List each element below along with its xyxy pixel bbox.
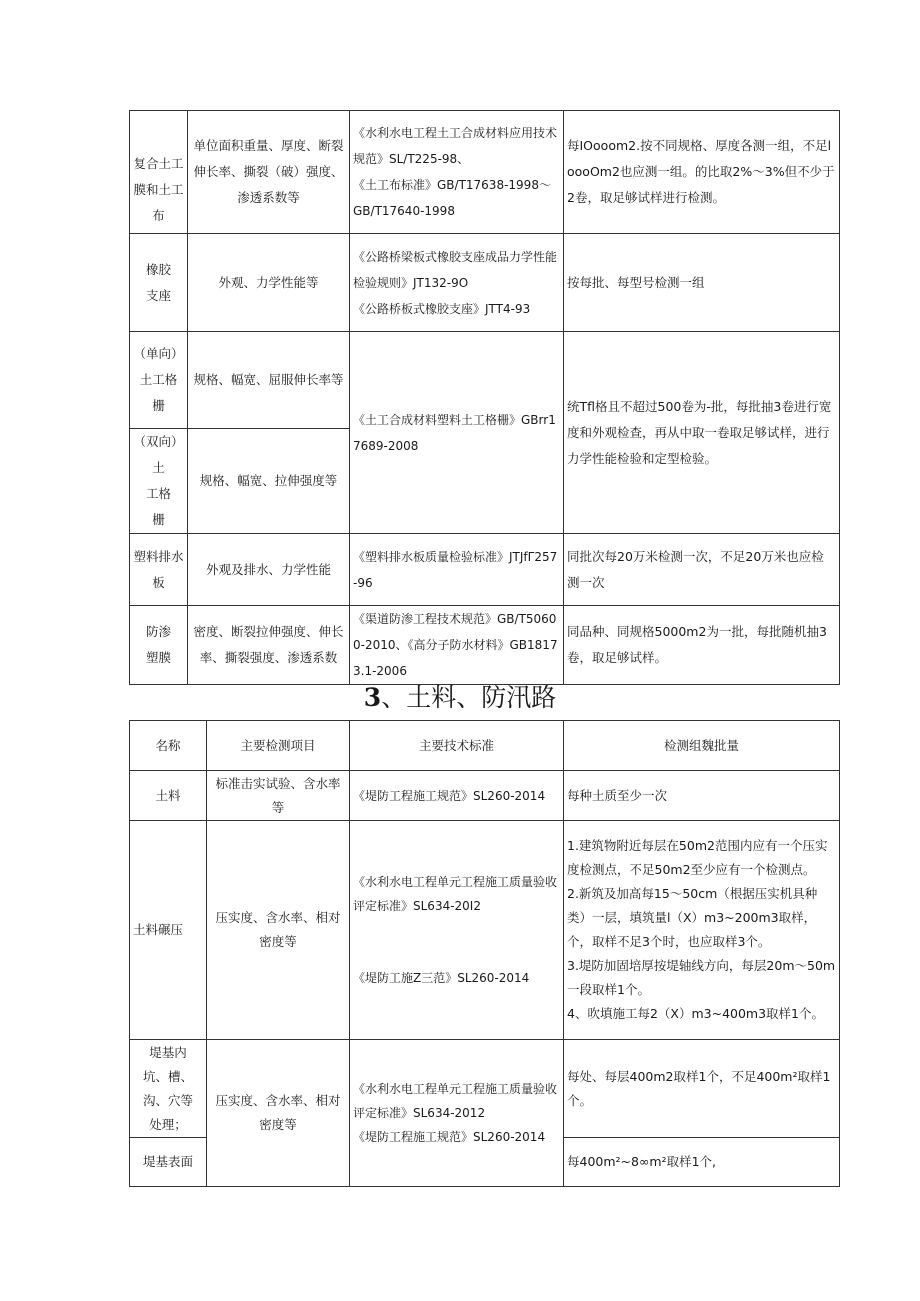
test-items: 压实度、含水率、相对密度等 bbox=[207, 821, 350, 1040]
table-row bbox=[130, 1040, 840, 1138]
test-items: 压实度、含水率、相对密度等 bbox=[207, 1040, 350, 1187]
material-name: 橡胶 支座 bbox=[130, 234, 188, 332]
material-name: 防渗 塑膜 bbox=[130, 606, 188, 685]
sampling-frequency: 每种土质至少一次 bbox=[564, 771, 840, 821]
test-items: 外观、力学性能等 bbox=[188, 234, 350, 332]
technical-standard: 《渠道防渗工程技术规范》GB/T50600-2010、《高分子防水材料》GB18173.1-2006 bbox=[350, 606, 564, 685]
sampling-frequency: 按每批、每型号检测一组 bbox=[564, 234, 840, 332]
section-heading bbox=[0, 678, 920, 718]
table-row bbox=[130, 332, 840, 429]
sampling-frequency: 每400m²~8∞m²取样1个, bbox=[564, 1138, 840, 1187]
test-items: 规格、幅宽、屈服伸长率等 bbox=[188, 332, 350, 429]
technical-standard: 《水利水电工程土工合成材料应用技术规范》SL/T225-98、 《土工布标准》GB/T17638-1998～GB/T17640-1998 bbox=[350, 111, 564, 234]
sampling-frequency: 同品种、同规格5000m2为一批，每批随机抽3卷，取足够试样。 bbox=[564, 606, 840, 685]
standard-line: 《堤防工施Z三范》SL260-2014 bbox=[353, 971, 530, 985]
table-row bbox=[130, 771, 840, 821]
table-row bbox=[130, 234, 840, 332]
sampling-frequency: 每IOooom2.按不同规格、厚度各测一组，不足loooOm2也应测一组。的比取2%～3%但不少于2卷，取足够试样进行检测。 bbox=[564, 111, 840, 234]
table-row bbox=[130, 821, 840, 1040]
column-header-name: 名称 bbox=[130, 721, 207, 771]
table-row bbox=[130, 111, 840, 234]
test-items: 单位面积重量、厚度、断裂伸长率、撕裂（破）强度、渗透系数等 bbox=[188, 111, 350, 234]
spacer bbox=[353, 918, 560, 966]
sampling-frequency: 每处、每层400m2取样1个，不足400m²取样1个。 bbox=[564, 1040, 840, 1138]
test-items: 标准击实试验、含水率等 bbox=[207, 771, 350, 821]
table-header-row bbox=[130, 721, 840, 771]
column-header-standard: 主要技术标准 bbox=[350, 721, 564, 771]
material-name: 土料 bbox=[130, 771, 207, 821]
technical-standard: 《塑料排水板质量检验标准》JTJfΓ257-96 bbox=[350, 534, 564, 606]
table-row bbox=[130, 534, 840, 606]
technical-standard: 《公路桥梁板式橡胶支座成品力学性能检验规则》JT132-9O 《公路桥板式橡胶支座》JTT4-93 bbox=[350, 234, 564, 332]
material-name: （单向） 土工格 栅 bbox=[130, 332, 188, 429]
sampling-frequency: 统Tfl格且不超过500卷为-批，每批抽3卷进行宽度和外观检查，再从中取一卷取足够试样，进行力学性能检验和定型检验。 bbox=[564, 332, 840, 534]
section-title: 、土料、防汛路 bbox=[381, 683, 557, 712]
section-number: 3 bbox=[363, 683, 382, 712]
column-header-items: 主要检测项目 bbox=[207, 721, 350, 771]
technical-standard: 《土工合成材料塑料土工格栅》GBrr17689-2008 bbox=[350, 332, 564, 534]
column-header-frequency: 检测组魏批量 bbox=[564, 721, 840, 771]
test-items: 外观及排水、力学性能 bbox=[188, 534, 350, 606]
test-items: 规格、幅宽、拉伸强度等 bbox=[188, 429, 350, 534]
materials-table-1 bbox=[129, 110, 840, 685]
test-items: 密度、断裂拉伸强度、伸长率、撕裂强度、渗透系数 bbox=[188, 606, 350, 685]
material-name: 塑料排水 板 bbox=[130, 534, 188, 606]
sampling-frequency: 同批次每20万米检测一次，不足20万米也应检测一次 bbox=[564, 534, 840, 606]
material-name: 堤基表面 bbox=[130, 1138, 207, 1187]
material-name: （双向） 土 工格 栅 bbox=[130, 429, 188, 534]
technical-standard bbox=[350, 821, 564, 1040]
material-name: 堤基内 坑、槽、 沟、穴等 处理； bbox=[130, 1040, 207, 1138]
standard-line: 《水利水电工程单元工程施工质量验收评定标准》SL634-20I2 bbox=[353, 875, 558, 913]
technical-standard: 《堤防工程施工规范》SL260-2014 bbox=[350, 771, 564, 821]
material-name: 土料碾压 bbox=[130, 821, 207, 1040]
material-name: 复合土工 膜和土工 布 bbox=[130, 111, 188, 234]
table-row bbox=[130, 606, 840, 685]
technical-standard: 《水利水电工程单元工程施工质量验收评定标准》SL634-2012 《堤防工程施工规范》SL260-2014 bbox=[350, 1040, 564, 1187]
materials-table-2 bbox=[129, 720, 840, 1187]
sampling-frequency: 1.建筑物附近每层在50m2范围内应有一个压实度检测点，不足50m2至少应有一个检测点。 2.新筑及加高每15～50cm（根据压实机具种类）一层，填筑量l（X）m3~200m3取样，个，取样不足3个时，也应取样3个。 3.堤防加固培厚按堤轴线方向，每层20m～50m一段取样1个。 4、吹填施工每2（X）m3~400m3取样1个。 bbox=[564, 821, 840, 1040]
